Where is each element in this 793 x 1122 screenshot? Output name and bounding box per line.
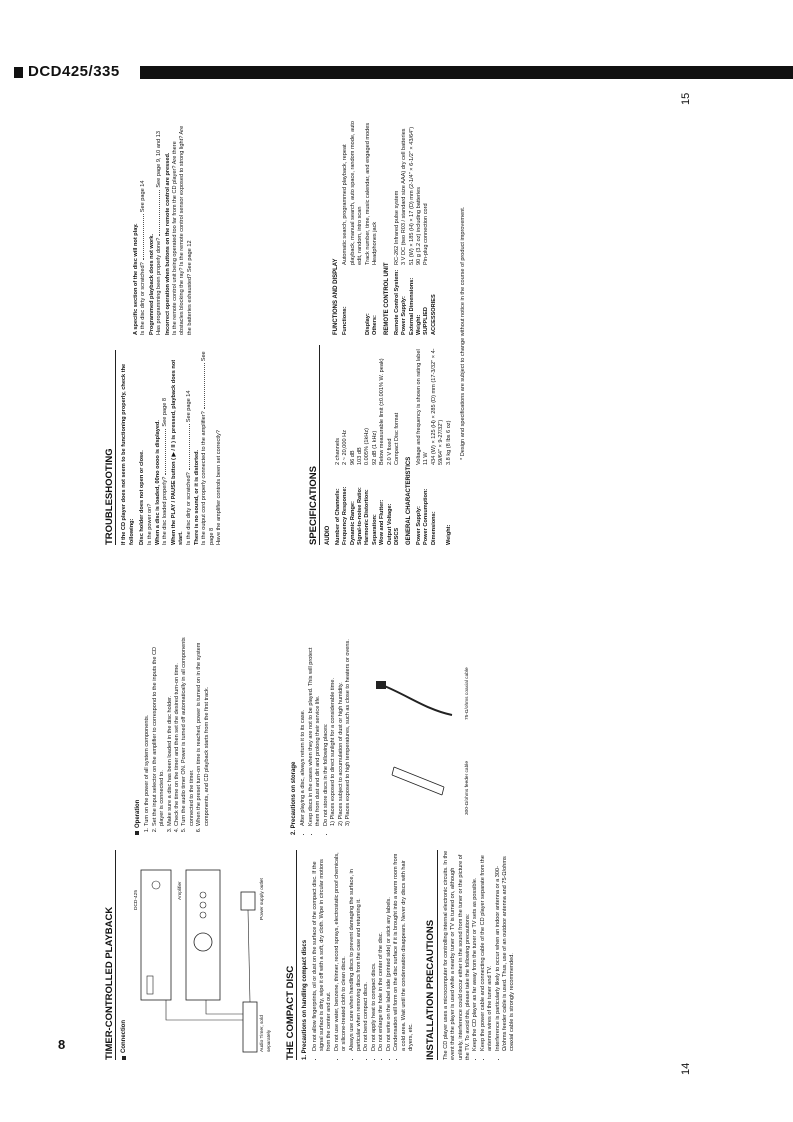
column-troubleshooting <box>106 350 225 545</box>
spec-row: SUPPLIED ACCESSORIES Pin-plug connection cord <box>423 203 437 335</box>
spec-row: Output Voltage: 2.0 V fixed <box>386 438 393 545</box>
timer-title: TIMER-CONTROLLED PLAYBACK <box>106 850 116 1060</box>
install-title: INSTALLATION PRECAUTIONS <box>427 850 437 1060</box>
list-item: • Keep the CD player as far away from the tuner or TV sets as possible. <box>472 850 479 1051</box>
troubleshooting-item: Incorrect operation when buttons on the remote control are pressed. Is the remote control unit being operated too far from the CD player? Are there obstacles blocking the ray? Is the remote control sensor exposed to strong light? Are the batteries exhausted? See page 12 <box>164 125 193 335</box>
list-item: • Do not write on the label side (printed side) or stick any labels. <box>386 850 393 1051</box>
list-item: • Keep discs in the cases when they are not to be played. This will protect them from dust and dirt and prolong their service life. <box>308 635 323 826</box>
troubleshooting-item: Disc holder does not open or close. Is the power on? <box>139 450 153 545</box>
section-bullet-icon <box>135 831 139 835</box>
feeder-cable-caption: 300-Ω/ohms feeder cable <box>465 761 471 815</box>
cable-illustration <box>372 635 482 835</box>
model-title: DCD425/335 <box>28 63 120 80</box>
handling-list <box>312 850 416 1060</box>
operation-label: Operation <box>135 799 141 828</box>
page-number-right: 15 <box>680 92 692 105</box>
list-item: 6. When the preset turn-on time is reached, power is turned on in the system components, and CD playback starts from the first track. <box>196 635 211 826</box>
spec-row: Remote Control System: RC-262 Infrared pulse system <box>393 190 400 335</box>
troubleshooting-title: TROUBLESHOOTING <box>106 350 116 545</box>
spec-row: Functions: Automatic search, programmed playback, repeat playback, manual search, auto space, random mode, auto edit, random, intro scan <box>342 121 364 335</box>
outlet-label: Power supply outlet <box>259 878 265 920</box>
header-mark <box>14 67 23 78</box>
column-specifications <box>310 345 453 545</box>
spec-row: External Dimensions: 51 (W) × 185 (H) × 17 (D) mm (2-1/4" × 6-1/2" × 43/64") <box>408 126 415 335</box>
spec-note: * Design and specifications are subject to change without notice in the course of product improvement. <box>460 206 466 460</box>
troubleshooting-intro: If the CD player does not seem to be functioning properly, check the following: <box>121 363 135 545</box>
list-item: • Interference is particularly likely to occur when an indoor antenna or a 300-Ω/ohms feeder cable is used. Thus, use of an outdoor antenna and 75-Ω/ohms coaxial cable is strongly recommended. <box>495 850 517 1051</box>
specifications-title: SPECIFICATIONS <box>310 345 320 545</box>
spec-row: Power Supply: 3 V DC (two R03 / standard size AAA) dry cell batteries <box>401 128 408 335</box>
list-item: 3) Places exposed to high temperatures, such as close to heaters or ovens. <box>344 639 351 826</box>
list-item: 2) Places subject to accumulation of dust or high humidity. <box>337 682 344 826</box>
column-specifications-2 <box>328 120 438 335</box>
handling-heading: 1. Precautions on handling compact discs <box>302 939 309 1060</box>
list-item: • Always use care when handling discs to prevent damaging the surface, in particular when removing discs from the case and returning it. <box>349 850 364 1051</box>
functions-heading: FUNCTIONS AND DISPLAY <box>333 258 339 335</box>
spec-row: Display: Track number, time, music calendar, and engaged modes <box>364 122 371 335</box>
list-item: 3. Make sure a disc has been loaded in the disc holder. <box>167 635 174 826</box>
cable-drawing <box>372 635 472 835</box>
spec-row: Harmonic Distortion: 0.005% (1kHz) <box>364 428 371 545</box>
operation-steps <box>144 635 211 835</box>
list-item: 2. Set the input selector on the amplifier to correspond to the inputs the CD player is connected to. <box>152 635 167 826</box>
folio-number: 8 <box>58 1037 66 1052</box>
general-heading: GENERAL CHARACTERISTICS <box>406 456 413 545</box>
troubleshooting-item: When the PLAY / PAUSE button ( ▶ / II ) is pressed, playback does not start. Is the disc dirty or scratched?See page 14 <box>170 359 192 545</box>
list-item: • Do not enlarge the hole in the center of the disc. <box>378 850 385 1051</box>
spec-row: Number of Channels: 2 channels <box>334 437 341 545</box>
spec-row: Weight: 3.8 kg (8 lbs 6 oz) <box>445 420 452 545</box>
spec-row: Signal-to-noise Ratio: 103 dB <box>357 447 364 545</box>
spec-row: Weight: 90 g (3.2 oz) including batteries <box>416 186 423 335</box>
list-item: • After playing a disc, always return it to its case. <box>300 635 307 826</box>
storage-places <box>330 635 352 835</box>
list-item: 4. Check the time on the timer and then set the desired turn-on time. <box>174 635 181 826</box>
disc-title: THE COMPACT DISC <box>287 850 297 1060</box>
spec-row: Dynamic Range: 96 dB <box>349 450 356 545</box>
connection-label: Connection <box>121 1020 128 1053</box>
list-item: • Keep the power cable and connecting cable of the CD player separate from the antenna wires of the tuner and TV. <box>480 850 495 1051</box>
troubleshooting-item: There is no sound, or it is distorted. Is the output cord properly connected to the amplifier?See page 8 Have the amplifier controls been set correctly? <box>194 351 223 545</box>
spec-row: Power Supply: Voltage and frequency is shown on rating label <box>415 349 422 545</box>
list-item: • Do not use water, benzene, thinner, record sprays, electrostatic proof chemicals, or silicone-treated cloth to clean discs. <box>334 850 349 1051</box>
troubleshooting-item: A specific section of the disc will not play. Is the disc dirty or scratched?See page 14 <box>133 180 147 335</box>
spec-row: Others: Headphones jack <box>372 221 379 335</box>
spec-row: DISCS Compact Disc format <box>394 412 401 545</box>
remote-heading: REMOTE CONTROL UNIT <box>384 262 391 335</box>
spec-row: Separation: 92 dB (1 kHz) <box>371 430 378 545</box>
amplifier-label: Amplifier <box>177 881 183 900</box>
list-item: • Do not store discs in the following places: <box>323 635 330 826</box>
page-header <box>0 63 793 80</box>
storage-heading: 2. Precautions on storage <box>291 761 298 835</box>
header-rule <box>140 66 793 79</box>
spec-row: Dimensions: 434 (W) × 125 (H) × 285 (D) mm (17-3/32" × 4-59/64" × 9-27/32") <box>430 348 445 545</box>
troubleshooting-item: Programmed playback does not work. Has programming been properly done?See page 9, 10 and 13 <box>148 131 163 335</box>
connection-diagram <box>131 850 281 1060</box>
spec-row: Wow and Flutter: Below measurable limit (±0.001% W. peak) <box>379 358 386 545</box>
list-item: 1) Places exposed to direct sunlight for a considerable time. <box>330 677 337 826</box>
spec-row: Frequency Response: 2 ~ 20,000 Hz <box>342 430 349 545</box>
section-bullet-icon <box>122 1056 126 1060</box>
column-troubleshooting-2 <box>133 120 195 335</box>
troubleshooting-item: When a disc is loaded, 00no oooo is displayed. Is the disc loaded properly?See page 8 <box>155 397 169 545</box>
rotated-manual-sheet <box>88 80 708 1080</box>
storage-list <box>300 635 330 835</box>
audio-heading: AUDIO <box>325 525 332 545</box>
list-item: • Condensation will form on the disc surface if it is brought into a warm room from a cold area. Wait until the condensation disappears. Never dry discs with hair dryers, etc. <box>393 850 415 1051</box>
list-item: 1. Turn on the power of all system components. <box>144 635 151 826</box>
list-item: • Do not apply heat to compact discs. <box>371 850 378 1051</box>
install-intro: The CD player uses a microcomputer for controlling internal electronic circuits. In the event that the player is used while a nearby tuner or TV is turned on, although unlikely, interference could occur either in the sound from the tuner or the picture of the TV. To avoid this, please take the following precautions: <box>442 850 471 1060</box>
list-item: 5. Turn the audio timer ON. Power is turned off automatically in all components connected to the timer. <box>181 635 196 826</box>
install-list <box>472 850 516 1060</box>
coaxial-cable-caption: 75-Ω/ohms coaxial cable <box>465 667 471 720</box>
spec-row: Power Consumption: 11 W <box>423 452 430 545</box>
audio-timer-label: Audio Timer, sold separately <box>259 1015 273 1052</box>
list-item: • Do not bend compact discs. <box>363 850 370 1051</box>
column-operation <box>130 635 482 835</box>
list-item: • Do not allow fingerprints, oil or dust on the surface of the compact disc. If the signal surface is dirty, wipe it off with a soft, dry cloth. Wipe in circular motions from the center and out. <box>312 850 334 1051</box>
page-number-left: 14 <box>680 1062 692 1075</box>
column-timer <box>106 850 517 1060</box>
cd-player-label: DCD-425 <box>133 890 139 910</box>
